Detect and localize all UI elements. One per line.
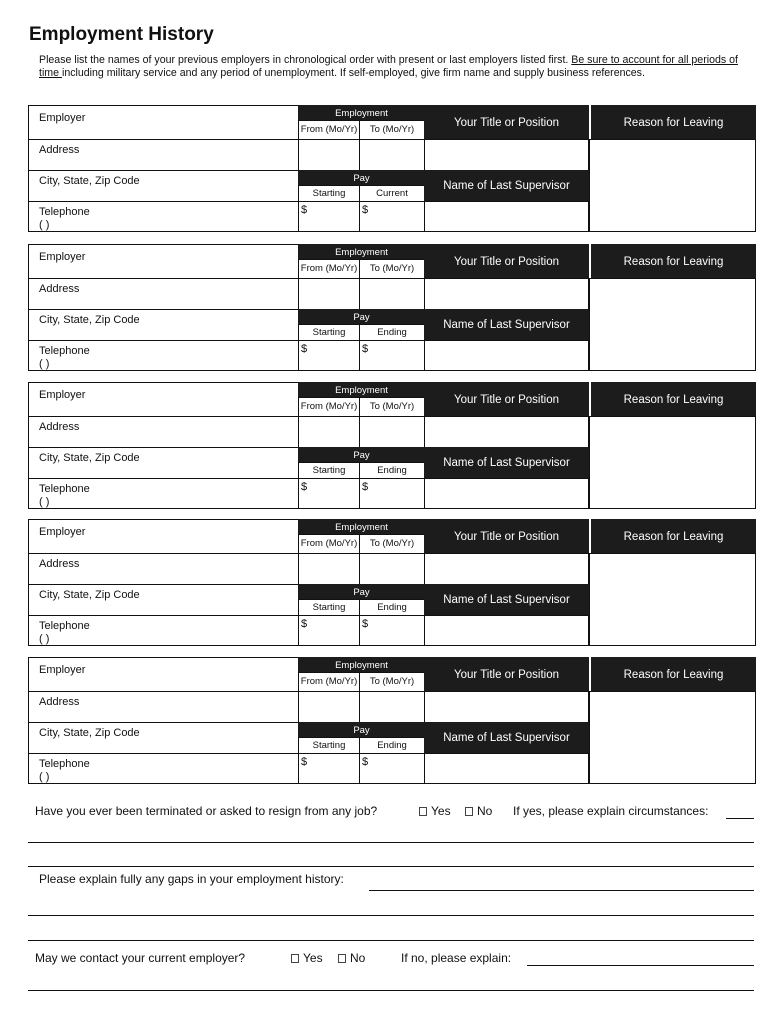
gaps-line-2[interactable]: [28, 915, 754, 916]
city-field[interactable]: [28, 170, 299, 202]
employment-header: Employment: [298, 382, 425, 398]
employer-label: Employer: [39, 251, 86, 263]
telephone-label: Telephone: [39, 206, 90, 218]
title-position-header: Your Title or Position: [424, 105, 589, 140]
supervisor-input[interactable]: [424, 615, 589, 646]
starting-label: Starting: [312, 602, 346, 613]
ending-pay-label-cell: [359, 599, 425, 616]
reason-input[interactable]: [589, 278, 756, 371]
pay-header: Pay: [298, 722, 425, 738]
terminated-no[interactable]: [465, 804, 492, 818]
from-date-field[interactable]: [298, 259, 360, 279]
employer-label: Employer: [39, 664, 86, 676]
telephone-paren: ( ): [39, 771, 50, 783]
starting-label: Starting: [312, 465, 346, 476]
address-label: Address: [39, 144, 80, 156]
dollar-sign: $: [362, 204, 369, 216]
explain-line-2[interactable]: [28, 866, 754, 867]
starting-pay-input[interactable]: [298, 201, 360, 232]
starting-label: Starting: [312, 188, 346, 199]
gaps-question: Please explain fully any gaps in your employment history:: [39, 872, 344, 886]
city-label: City, State, Zip Code: [39, 452, 140, 464]
ending-pay-label-cell: [359, 737, 425, 754]
telephone-label: Telephone: [39, 345, 90, 357]
no-label: No: [477, 804, 493, 818]
title-position-input[interactable]: [424, 278, 589, 310]
dollar-sign: $: [301, 618, 308, 630]
employment-header: Employment: [298, 105, 425, 121]
employment-block: [28, 244, 756, 371]
supervisor-input[interactable]: [424, 478, 589, 509]
to-date-field[interactable]: [359, 397, 425, 417]
yes-label: Yes: [431, 804, 451, 818]
supervisor-input[interactable]: [424, 201, 589, 232]
supervisor-input[interactable]: [424, 753, 589, 784]
to-label: To (Mo/Yr): [369, 263, 415, 274]
telephone-field[interactable]: [28, 615, 299, 646]
employment-header: Employment: [298, 657, 425, 673]
from-label: From (Mo/Yr): [300, 124, 358, 135]
reason-input[interactable]: [589, 553, 756, 646]
reason-input[interactable]: [589, 691, 756, 784]
address-label: Address: [39, 558, 80, 570]
city-label: City, State, Zip Code: [39, 727, 140, 739]
dollar-sign: $: [301, 343, 308, 355]
employment-header: Employment: [298, 519, 425, 535]
contact-line-2[interactable]: [28, 990, 754, 991]
from-date-input[interactable]: [298, 278, 360, 310]
starting-pay-label-cell: [298, 324, 360, 341]
employer-field[interactable]: [28, 382, 299, 417]
title-position-input[interactable]: [424, 416, 589, 448]
from-date-field[interactable]: [298, 397, 360, 417]
telephone-field[interactable]: [28, 753, 299, 784]
gaps-line-1[interactable]: [369, 890, 754, 891]
starting-label: Starting: [312, 740, 346, 751]
pay-header: Pay: [298, 309, 425, 325]
to-date-field[interactable]: [359, 120, 425, 140]
city-label: City, State, Zip Code: [39, 175, 140, 187]
ending-label: Ending: [377, 465, 407, 476]
ending-pay-input[interactable]: [359, 201, 425, 232]
employer-field[interactable]: [28, 105, 299, 140]
from-date-input[interactable]: [298, 139, 360, 171]
title-position-header: Your Title or Position: [424, 657, 589, 692]
employer-field[interactable]: [28, 657, 299, 692]
dollar-sign: $: [362, 756, 369, 768]
intro-part2: including military service and any period of unemployment. If self-employed, give firm name and supply business references.: [61, 67, 645, 80]
title-position-header: Your Title or Position: [424, 244, 589, 279]
starting-pay-input[interactable]: [298, 478, 360, 509]
city-label: City, State, Zip Code: [39, 589, 140, 601]
contact-no-label: No: [350, 951, 366, 965]
dollar-sign: $: [301, 756, 308, 768]
to-label: To (Mo/Yr): [369, 401, 415, 412]
contact-yes-checkbox[interactable]: [291, 954, 299, 963]
ending-pay-input[interactable]: [359, 478, 425, 509]
contact-no[interactable]: [338, 951, 365, 965]
telephone-paren: ( ): [39, 358, 50, 370]
to-date-input[interactable]: [359, 553, 425, 585]
to-label: To (Mo/Yr): [369, 676, 415, 687]
address-label: Address: [39, 421, 80, 433]
employment-block: [28, 382, 756, 509]
dollar-sign: $: [362, 343, 369, 355]
contact-yes-label: Yes: [303, 951, 323, 965]
to-label: To (Mo/Yr): [369, 538, 415, 549]
starting-pay-label-cell: [298, 185, 360, 202]
contact-no-checkbox[interactable]: [338, 954, 346, 963]
employer-label: Employer: [39, 112, 86, 124]
title-position-header: Your Title or Position: [424, 519, 589, 554]
from-date-input[interactable]: [298, 416, 360, 448]
supervisor-header: Name of Last Supervisor: [424, 722, 589, 754]
reason-header: Reason for Leaving: [591, 519, 756, 554]
supervisor-header: Name of Last Supervisor: [424, 309, 589, 341]
telephone-label: Telephone: [39, 758, 90, 770]
city-field[interactable]: [28, 309, 299, 341]
from-date-field[interactable]: [298, 120, 360, 140]
starting-pay-input[interactable]: [298, 753, 360, 784]
to-date-field[interactable]: [359, 259, 425, 279]
telephone-label: Telephone: [39, 620, 90, 632]
dollar-sign: $: [301, 481, 308, 493]
telephone-field[interactable]: [28, 478, 299, 509]
ending-label: Ending: [377, 327, 407, 338]
from-date-field[interactable]: [298, 672, 360, 692]
starting-label: Starting: [312, 327, 346, 338]
address-field[interactable]: [28, 553, 299, 585]
explain-line-1[interactable]: [28, 842, 754, 843]
intro-underlined: Be sure to account for all periods of time: [39, 54, 738, 80]
to-date-input[interactable]: [359, 278, 425, 310]
title-position-input[interactable]: [424, 139, 589, 171]
intro-text: [39, 54, 739, 81]
gaps-line-3[interactable]: [28, 940, 754, 941]
address-label: Address: [39, 283, 80, 295]
pay-header: Pay: [298, 447, 425, 463]
ending-pay-label-cell: [359, 185, 425, 202]
reason-header: Reason for Leaving: [591, 657, 756, 692]
telephone-label: Telephone: [39, 483, 90, 495]
if-no-label: If no, please explain:: [401, 951, 512, 965]
if-yes-label: If yes, please explain circumstances:: [513, 804, 709, 818]
title-position-input[interactable]: [424, 553, 589, 585]
dollar-sign: $: [301, 204, 308, 216]
starting-pay-input[interactable]: [298, 615, 360, 646]
from-label: From (Mo/Yr): [300, 401, 358, 412]
supervisor-header: Name of Last Supervisor: [424, 170, 589, 202]
reason-input[interactable]: [589, 139, 756, 232]
telephone-paren: ( ): [39, 633, 50, 645]
telephone-field[interactable]: [28, 340, 299, 371]
terminated-question: Have you ever been terminated or asked to resign from any job?: [35, 804, 378, 818]
reason-input[interactable]: [589, 416, 756, 509]
starting-pay-label-cell: [298, 599, 360, 616]
ending-pay-label-cell: [359, 462, 425, 479]
terminated-yes[interactable]: [419, 804, 451, 818]
employer-field[interactable]: [28, 244, 299, 279]
yes-checkbox[interactable]: [419, 807, 427, 816]
ending-pay-label-cell: [359, 324, 425, 341]
employer-label: Employer: [39, 389, 86, 401]
starting-pay-label-cell: [298, 462, 360, 479]
city-field[interactable]: [28, 447, 299, 479]
dollar-sign: $: [362, 481, 369, 493]
page-title: Employment History: [29, 24, 214, 45]
to-date-field[interactable]: [359, 672, 425, 692]
if-no-line[interactable]: [527, 965, 754, 966]
ending-pay-input[interactable]: [359, 753, 425, 784]
address-field[interactable]: [28, 139, 299, 171]
reason-header: Reason for Leaving: [591, 382, 756, 417]
to-date-input[interactable]: [359, 139, 425, 171]
employment-block: [28, 105, 756, 232]
intro-part1: Please list the names of your previous employers in chronological order with present or last employers listed first.: [39, 54, 572, 66]
telephone-paren: ( ): [39, 496, 50, 508]
contact-yes[interactable]: [291, 951, 323, 965]
address-field[interactable]: [28, 691, 299, 723]
employment-block: [28, 519, 756, 646]
from-date-field[interactable]: [298, 534, 360, 554]
city-field[interactable]: [28, 584, 299, 616]
ending-label: Ending: [377, 602, 407, 613]
telephone-field[interactable]: [28, 201, 299, 232]
telephone-paren: ( ): [39, 219, 50, 231]
address-field[interactable]: [28, 278, 299, 310]
contact-question: May we contact your current employer?: [35, 951, 246, 965]
from-label: From (Mo/Yr): [300, 263, 358, 274]
title-position-header: Your Title or Position: [424, 382, 589, 417]
no-checkbox[interactable]: [465, 807, 473, 816]
ending-label: Current: [376, 188, 408, 199]
from-date-input[interactable]: [298, 553, 360, 585]
employment-header: Employment: [298, 244, 425, 260]
title-position-input[interactable]: [424, 691, 589, 723]
employment-block: [28, 657, 756, 784]
to-label: To (Mo/Yr): [369, 124, 415, 135]
pay-header: Pay: [298, 584, 425, 600]
to-date-input[interactable]: [359, 691, 425, 723]
reason-header: Reason for Leaving: [591, 244, 756, 279]
ending-pay-input[interactable]: [359, 615, 425, 646]
city-field[interactable]: [28, 722, 299, 754]
supervisor-header: Name of Last Supervisor: [424, 584, 589, 616]
ending-label: Ending: [377, 740, 407, 751]
to-date-field[interactable]: [359, 534, 425, 554]
address-field[interactable]: [28, 416, 299, 448]
reason-header: Reason for Leaving: [591, 105, 756, 140]
city-label: City, State, Zip Code: [39, 314, 140, 326]
starting-pay-input[interactable]: [298, 340, 360, 371]
supervisor-header: Name of Last Supervisor: [424, 447, 589, 479]
dollar-sign: $: [362, 618, 369, 630]
employer-field[interactable]: [28, 519, 299, 554]
from-date-input[interactable]: [298, 691, 360, 723]
to-date-input[interactable]: [359, 416, 425, 448]
employer-label: Employer: [39, 526, 86, 538]
from-label: From (Mo/Yr): [300, 538, 358, 549]
pay-header: Pay: [298, 170, 425, 186]
supervisor-input[interactable]: [424, 340, 589, 371]
if-yes-line[interactable]: [726, 818, 754, 819]
from-label: From (Mo/Yr): [300, 676, 358, 687]
starting-pay-label-cell: [298, 737, 360, 754]
address-label: Address: [39, 696, 80, 708]
ending-pay-input[interactable]: [359, 340, 425, 371]
